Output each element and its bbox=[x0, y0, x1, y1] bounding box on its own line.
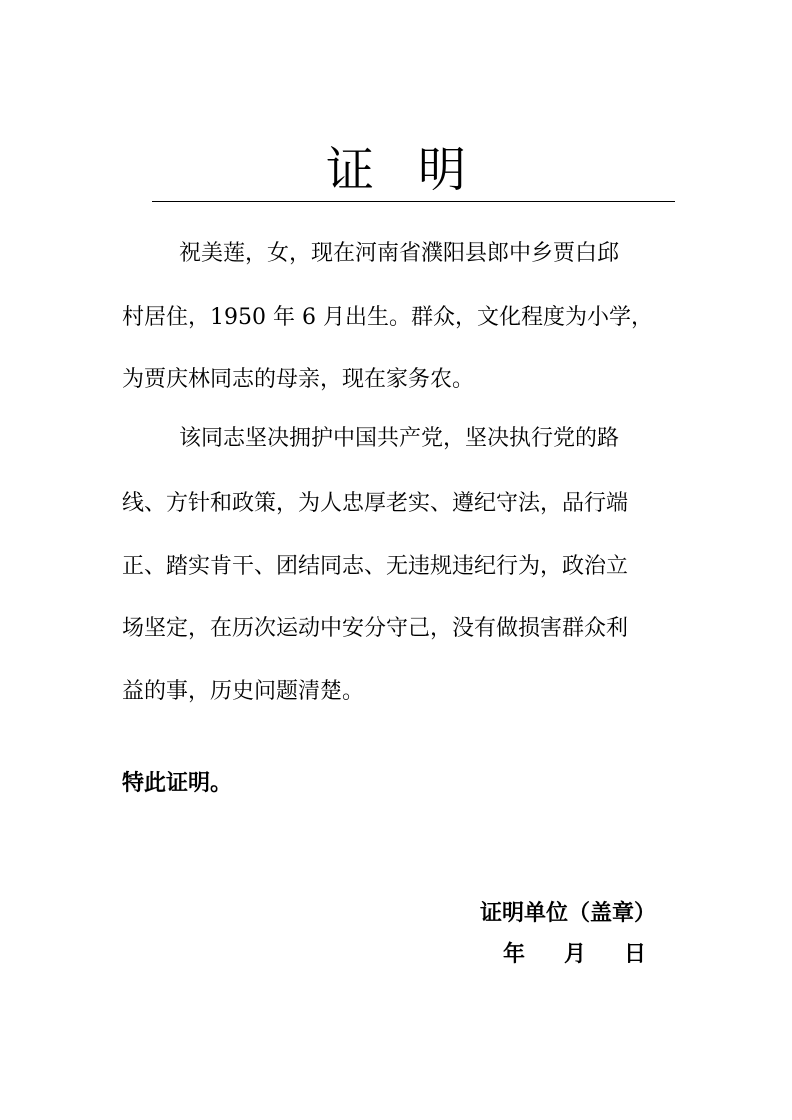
title-underline bbox=[152, 201, 675, 202]
paragraph-2-line-5: 益的事，历史问题清楚。 bbox=[122, 679, 365, 704]
date-day-label: 日 bbox=[624, 941, 647, 967]
paragraph-1-line-3: 为贾庆林同志的母亲，现在家务农。 bbox=[122, 367, 475, 392]
paragraph-2-line-4: 场坚定，在历次运动中安分守己，没有做损害群众利 bbox=[122, 616, 629, 641]
paragraph-2-line-3: 正、踏实肯干、团结同志、无违规违纪行为，政治立 bbox=[122, 554, 629, 579]
paragraph-2-line-2: 线、方针和政策，为人忠厚老实、遵纪守法，品行端 bbox=[122, 491, 629, 516]
document-title: 证明 bbox=[325, 142, 510, 198]
date-month-label: 月 bbox=[564, 941, 587, 967]
paragraph-2-line-1: 该同志坚决拥护中国共产党，坚决执行党的路 bbox=[179, 426, 620, 451]
paragraph-1 bbox=[122, 243, 667, 393]
closing-statement: 特此证明。 bbox=[122, 770, 233, 796]
certifying-unit-seal-label: 证明单位（盖章） bbox=[480, 900, 657, 926]
paragraph-1-line-2: 村居住，1950 年 6 月出生。群众，文化程度为小学， bbox=[122, 305, 653, 330]
paragraph-1-line-1: 祝美莲，女，现在河南省濮阳县郎中乡贾白邱 bbox=[179, 241, 620, 266]
date-year-label: 年 bbox=[503, 941, 526, 967]
paragraph-2 bbox=[122, 428, 667, 708]
